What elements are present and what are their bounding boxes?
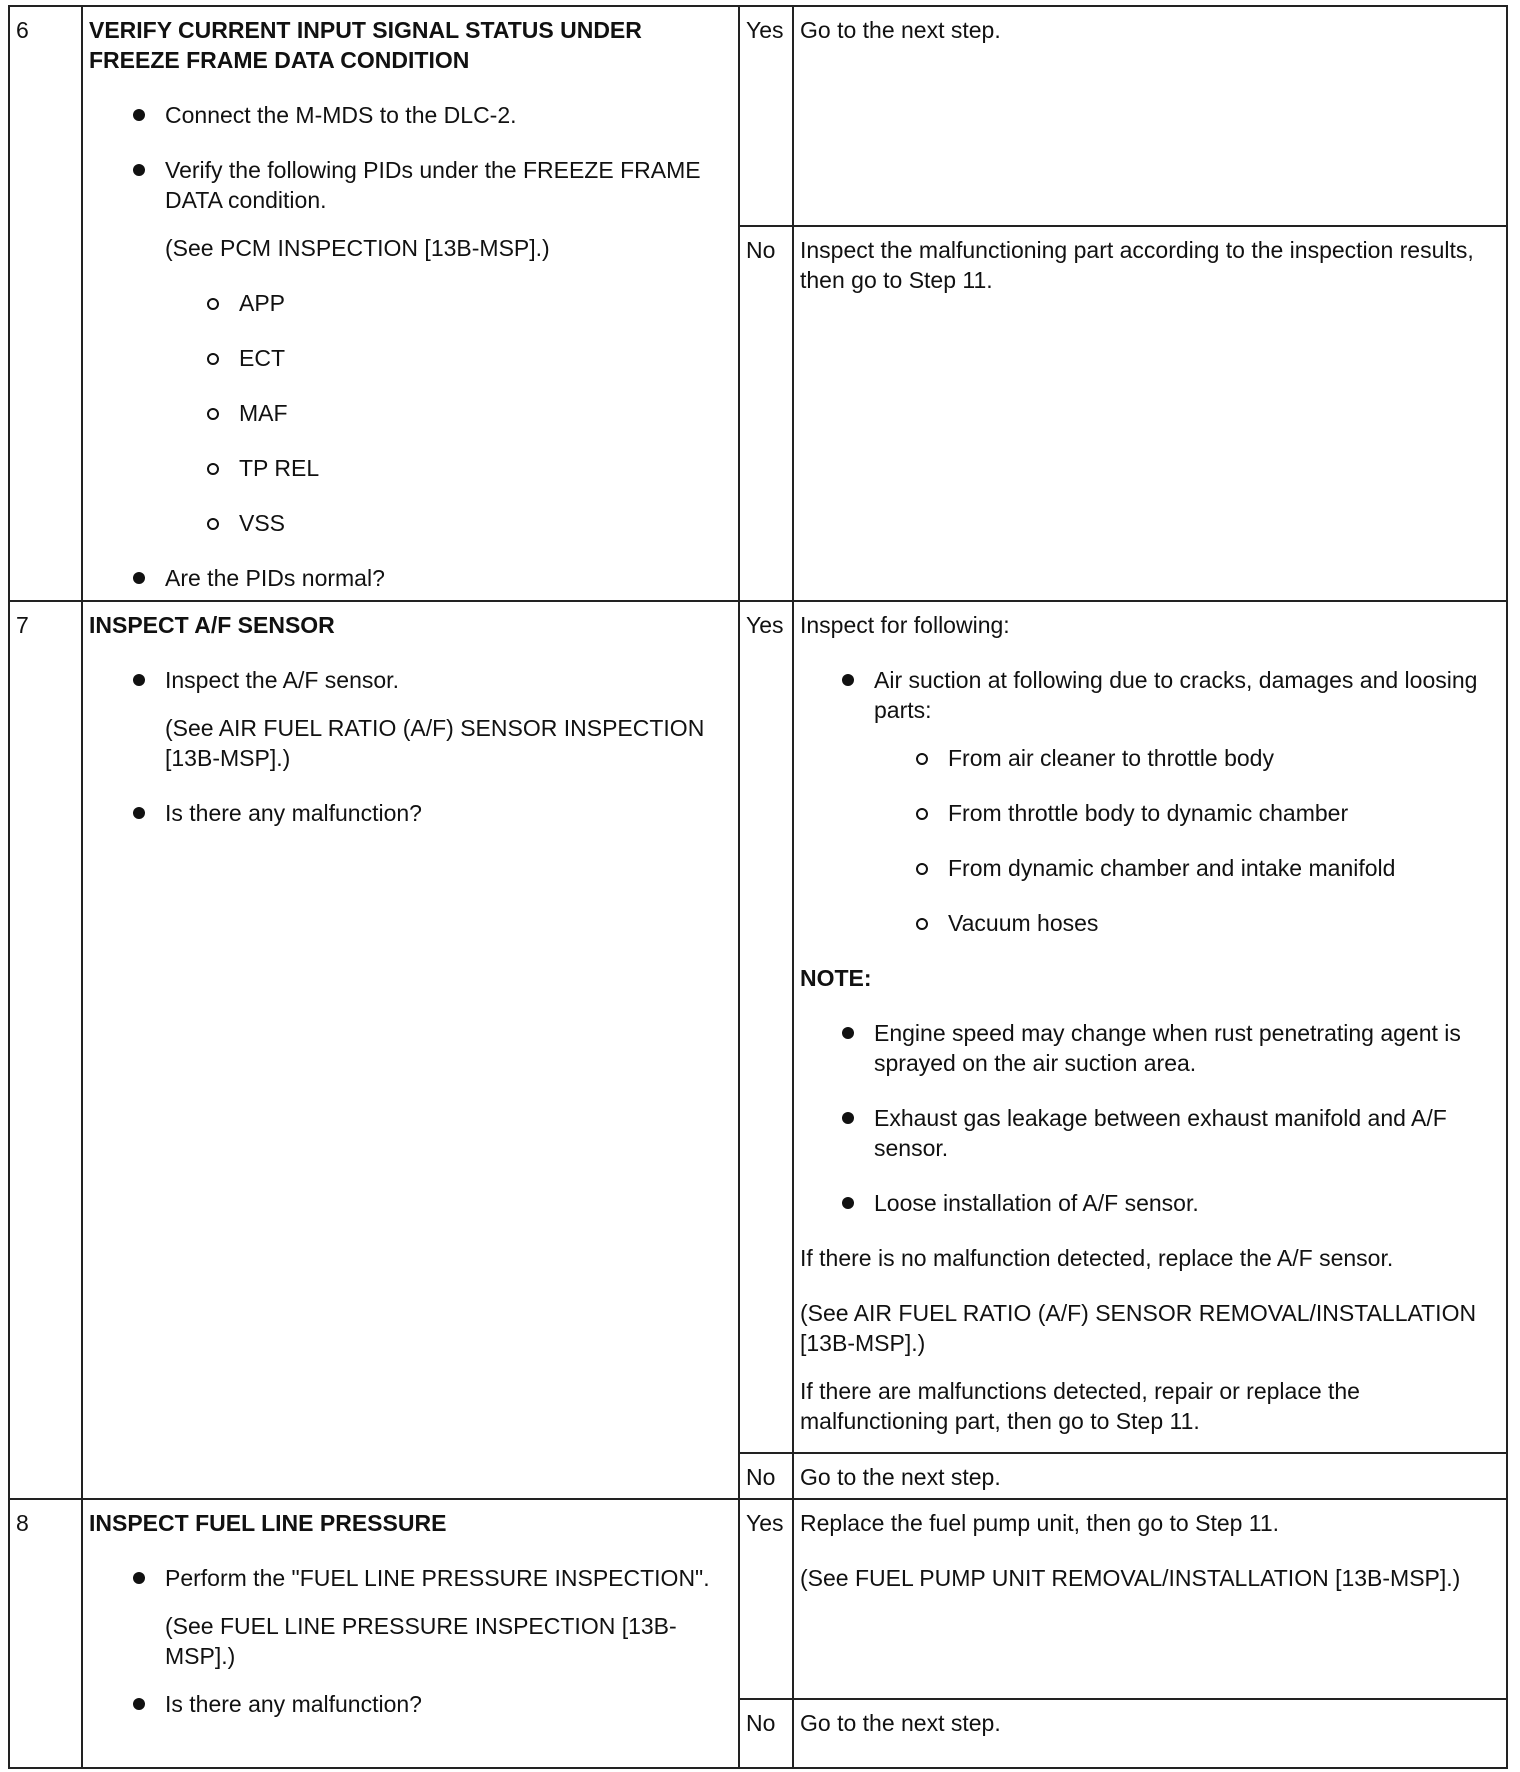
pid-item: ECT xyxy=(89,343,732,373)
yes-result-cell xyxy=(793,1499,1507,1699)
location-item: From air cleaner to throttle body xyxy=(800,743,1500,773)
bullet-item: Is there any malfunction? xyxy=(89,798,732,828)
step-7-yes-row xyxy=(9,601,1507,1453)
result-intro: Inspect for following: xyxy=(800,612,1010,638)
no-label: No xyxy=(739,1453,793,1499)
bullet-item: Perform the "FUEL LINE PRESSURE INSPECTION". xyxy=(89,1563,732,1593)
bullet-item: Are the PIDs normal? xyxy=(89,563,732,593)
no-malfunction-text: If there is no malfunction detected, replace the A/F sensor. xyxy=(800,1245,1394,1271)
result-text: Replace the fuel pump unit, then go to Step 11. xyxy=(800,1510,1280,1536)
malfunction-text: If there are malfunctions detected, repair or replace the malfunctioning part, then go to Step 11. xyxy=(800,1378,1360,1434)
step-number: 6 xyxy=(9,6,82,601)
step-number: 8 xyxy=(9,1499,82,1768)
step-heading: INSPECT FUEL LINE PRESSURE xyxy=(89,1510,447,1536)
location-item: From dynamic chamber and intake manifold xyxy=(800,853,1500,883)
reference-text: (See FUEL LINE PRESSURE INSPECTION [13B-MSP].) xyxy=(165,1613,677,1669)
yes-label: Yes xyxy=(739,601,793,1453)
yes-label: Yes xyxy=(739,6,793,226)
bullet-item: Verify the following PIDs under the FREEZE FRAME DATA condition. xyxy=(89,155,732,215)
step-heading: VERIFY CURRENT INPUT SIGNAL STATUS UNDER FREEZE FRAME DATA CONDITION xyxy=(89,17,642,73)
yes-result-cell xyxy=(793,601,1507,1453)
step-action-cell xyxy=(82,6,739,601)
pid-item: TP REL xyxy=(89,453,732,483)
location-item: Vacuum hoses xyxy=(800,908,1500,938)
no-result: Go to the next step. xyxy=(793,1699,1507,1768)
yes-result: Go to the next step. xyxy=(793,6,1507,226)
step-heading: INSPECT A/F SENSOR xyxy=(89,612,335,638)
step-action-cell xyxy=(82,1499,739,1768)
bullet-item: Inspect the A/F sensor. xyxy=(89,665,732,695)
pid-item: VSS xyxy=(89,508,732,538)
bullet-item: Connect the M-MDS to the DLC-2. xyxy=(89,100,732,130)
pid-item: APP xyxy=(89,288,732,318)
step-action-cell xyxy=(82,601,739,1499)
step-8-yes-row xyxy=(9,1499,1507,1699)
diagnostic-procedure-table xyxy=(8,5,1508,1769)
reference-text: (See PCM INSPECTION [13B-MSP].) xyxy=(165,235,550,261)
note-label: NOTE: xyxy=(800,965,872,991)
note-item: Exhaust gas leakage between exhaust manifold and A/F sensor. xyxy=(800,1103,1500,1163)
no-label: No xyxy=(739,1699,793,1768)
bullet-item: Air suction at following due to cracks, damages and loosing parts: xyxy=(800,665,1500,725)
no-result: Inspect the malfunctioning part according to the inspection results, then go to Step 11. xyxy=(793,226,1507,601)
no-label: No xyxy=(739,226,793,601)
pid-item: MAF xyxy=(89,398,732,428)
note-item: Loose installation of A/F sensor. xyxy=(800,1188,1500,1218)
reference-text: (See FUEL PUMP UNIT REMOVAL/INSTALLATION [13B-MSP].) xyxy=(800,1565,1461,1591)
yes-label: Yes xyxy=(739,1499,793,1699)
bullet-item: Is there any malfunction? xyxy=(89,1689,732,1719)
reference-text: (See AIR FUEL RATIO (A/F) SENSOR REMOVAL/INSTALLATION [13B-MSP].) xyxy=(800,1300,1477,1356)
note-item: Engine speed may change when rust penetrating agent is sprayed on the air suction area. xyxy=(800,1018,1500,1078)
step-6-yes-row xyxy=(9,6,1507,226)
reference-text: (See AIR FUEL RATIO (A/F) SENSOR INSPECTION [13B-MSP].) xyxy=(165,715,705,771)
location-item: From throttle body to dynamic chamber xyxy=(800,798,1500,828)
no-result: Go to the next step. xyxy=(793,1453,1507,1499)
step-number: 7 xyxy=(9,601,82,1499)
